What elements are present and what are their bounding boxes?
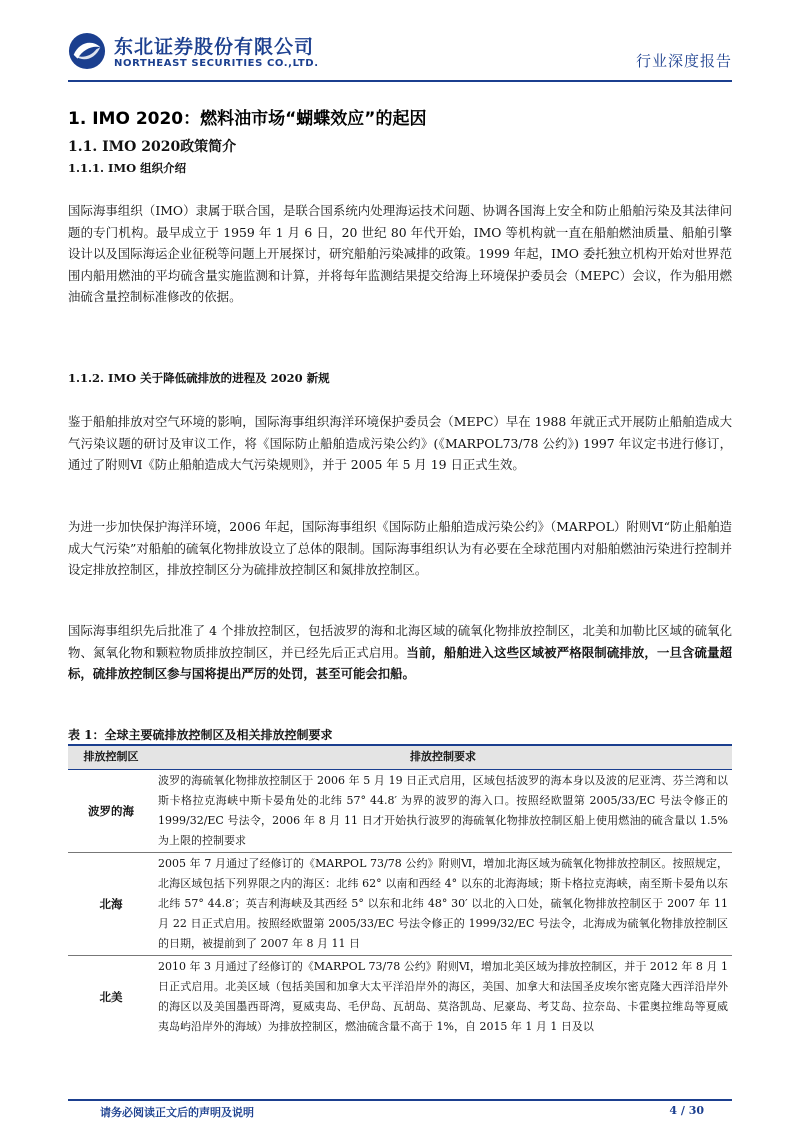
table-cell-description: 2005 年 7 月通过了经修订的《MARPOL 73/78 公约》附则Ⅵ，增加北海区域为硫氧化物排放控制区。按照规定，北海区域包括下列界限之内的海区：北纬 62° 以南和西经 4° 以东的北海海域；斯卡格拉克海峡，南至斯卡晏角以东北纬 57° 44.8′；英吉利海峡及其西经 5° 以东和北纬 48° 30′ 以北的入口处，硫氧化物排放控制区于 2007 年 11 月 22 日正式启用。按照经欧盟第 2005/33/EC 号法令修正的 1999/32/EC 号法令，北海成为硫氧化物排放控制区的日期，被提前到了 2007 年 8 月 11 日 [154,852,732,955]
table-header-row [68,745,732,769]
paragraph-eca-zones [68,620,732,685]
table-row [68,955,732,1038]
table-header-zone: 排放控制区 [68,745,154,769]
table-header-requirements: 排放控制要求 [154,745,732,769]
table-row [68,852,732,955]
paragraph-emission-control: 为进一步加快保护海洋环境，2006 年起，国际海事组织《国际防止船舶造成污染公约》（MARPOL）附则Ⅵ“防止船舶造成大气污染”对船舶的硫氧化物排放设立了总体的限制。国际海事组织认为有必要在全球范围内对船舶燃油污染进行控制并设定排放控制区，排放控制区分为硫排放控制区和氮排放控制区。 [68,519,732,577]
paragraph-imo-intro: 国际海事组织（IMO）隶属于联合国，是联合国系统内处理海运技术问题、协调各国海上安全和防止船舶污染及其法律问题的专门机构。最早成立于 1959 年 1 月 6 日，20 世纪 80 年代开始，IMO 等机构就一直在船舶燃油质量、船舶引擎设计以及国际海运企业征税等问题上开展探讨，研究船舶污染减排的政策。1999 年起，IMO 委托独立机构开始对世界范围内船用燃油的平均硫含量实施监测和计算，并将每年监测结果提交给海上环境保护委员会（MEPC）会议，作为船用燃油硫含量控制标准修改的依据。 [68,203,732,304]
table-cell-zone: 波罗的海 [68,769,154,852]
table-cell-zone: 北海 [68,852,154,955]
paragraph-mepc-history: 鉴于船舶排放对空气环境的影响，国际海事组织海洋环境保护委员会（MEPC）早在 1988 年就正式开展防止船舶造成大气污染议题的研讨及审议工作，将《国际防止船舶造成污染公约》(《MARPOL73/78 公约》) 1997 年议定书进行修订，通过了附则Ⅵ《防止船舶造成大气污染规则》，并于 2005 年 5 月 19 日正式生效。 [68,414,732,472]
page-header [68,30,732,76]
section-heading-1-1: 1.1. IMO 2020政策简介 [68,139,237,155]
table-caption: 表 1：全球主要硫排放控制区及相关排放控制要求 [68,728,333,742]
table-cell-zone: 北美 [99,989,123,1004]
section-heading-1-1-1: 1.1.1. IMO 组织介绍 [68,161,187,175]
company-name-en: NORTHEAST SECURITIES CO.,LTD. [114,58,319,69]
page-number: 4 / 30 [669,1104,704,1117]
table-row [68,769,732,852]
section-heading-1: 1. IMO 2020：燃料油市场“蝴蝶效应”的起因 [68,109,427,129]
header-divider [68,80,732,82]
report-type-label: 行业深度报告 [635,52,732,70]
section-heading-1-1-2: 1.1.2. IMO 关于降低硫排放的进程及 2020 新规 [68,371,330,385]
eca-requirements-table [68,744,732,1038]
company-logo-icon [68,32,106,70]
paragraph-eca-bold-text: 当前，船舶进入这些区域被严格限制硫排放，一旦含硫量超标，硫排放控制区参与国将提出严厉的处罚，甚至可能会扣船。 [68,644,733,681]
company-name-cn: 东北证券股份有限公司 [114,36,315,58]
footer-disclaimer: 请务必阅读正文后的声明及说明 [100,1106,254,1119]
table-cell-description: 波罗的海硫氧化物排放控制区于 2006 年 5 月 19 日正式启用，区域包括波罗的海本身以及波的尼亚湾、芬兰湾和以斯卡格拉克海峡中斯卡晏角处的北纬 57° 44.8′ 为界的波罗的海入口。按照经欧盟第 2005/33/EC 号法令修正的 1999/32/EC 号法令，2006 年 8 月 11 日才开始执行波罗的海硫氧化物排放控制区船上使用燃油的硫含量以 1.5%为上限的控制要求 [154,769,732,852]
footer-divider [68,1099,732,1101]
table-cell-description: 2010 年 3 月通过了经修订的《MARPOL 73/78 公约》附则Ⅵ，增加北美区域为排放控制区，并于 2012 年 8 月 1 日正式启用。北美区域（包括美国和加拿大太平洋沿岸外的海区，美国、加拿大和法国圣皮埃尔密克隆大西洋沿岸外的海区以及美国墨西哥湾，夏威夷岛、毛伊岛、瓦胡岛、莫洛凯岛、尼豪岛、考艾岛、拉奈岛、卡霍奥拉维岛等夏威夷岛屿沿岸外的海域）为排放控制区，燃油硫含量不高于 1%，自 2015 年 1 月 1 日及以 [158,959,728,1033]
paragraph-eca-normal-text: 国际海事组织先后批准了 4 个排放控制区，包括波罗的海和北海区域的硫氧化物排放控制区，北美和加勒比区域的硫氧化物、氮氧化物和颗粒物质排放控制区，并已经先后正式启用。 [68,623,732,660]
